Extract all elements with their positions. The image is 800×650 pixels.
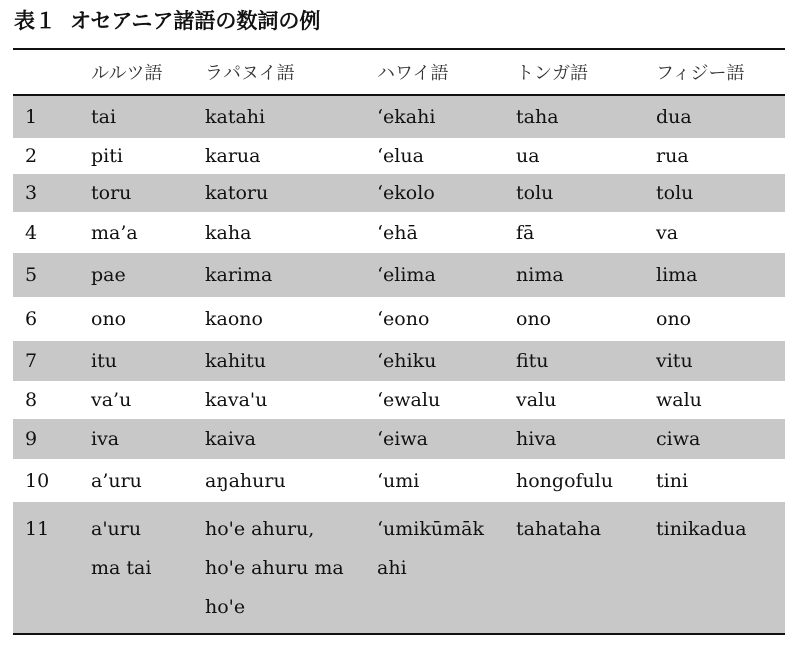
header-tongan: トンガ語 [504,49,644,95]
header-rapanui: ラパヌイ語 [193,49,365,95]
cell-tongan: tolu [504,174,644,212]
cell-line: ʻumikūmāk [377,518,484,540]
cell-hawaiian [365,502,504,634]
cell-hawaiian: ʻumi [377,469,420,492]
cell-number: 4 [25,221,38,244]
cell-number: 1 [13,95,79,138]
cell-fijian: ciwa [644,419,785,459]
cell-tongan: valu [516,389,557,411]
cell-fijian: walu [656,389,702,411]
header-rurutu: ルルツ語 [79,49,193,95]
cell-rurutu: ono [91,308,127,330]
cell-tongan: nima [504,253,644,297]
cell-hawaiian: ʻehiku [365,341,504,381]
cell-rapanui: karima [193,253,365,297]
cell-tongan: ono [516,308,552,330]
cell-rurutu: a’uru [91,469,142,492]
cell-rapanui: kaono [205,308,263,330]
cell-number: 8 [25,389,38,411]
cell-rurutu: va’u [91,389,132,411]
cell-rapanui: kaha [205,221,252,244]
table-title: オセアニア諸語の数詞の例 [70,9,321,33]
cell-number: 10 [25,469,50,492]
cell-rapanui: kava'u [205,389,268,411]
cell-hawaiian: ʻeono [377,308,430,330]
cell-rapanui: katoru [193,174,365,212]
cell-hawaiian: ʻewalu [377,389,441,411]
table-caption [14,8,320,34]
cell-rapanui: kaiva [193,419,365,459]
cell-tongan: fā [516,221,535,244]
cell-rapanui: kahitu [193,341,365,381]
table-row [13,459,785,502]
cell-fijian: va [656,221,679,244]
cell-line: ho'e [205,596,246,618]
cell-line: ho'e ahuru, [205,518,315,540]
table-row [13,138,785,174]
table-row [13,297,785,341]
cell-number: 6 [25,308,38,330]
cell-hawaiian: ʻeiwa [365,419,504,459]
cell-tongan: taha [504,95,644,138]
cell-rurutu: pae [79,253,193,297]
table-row [13,419,785,459]
cell-fijian: dua [644,95,785,138]
table-row [13,381,785,419]
cell-number: 9 [13,419,79,459]
cell-number: 7 [13,341,79,381]
cell-number: 3 [13,174,79,212]
cell-line: ahi [377,557,407,579]
cell-fijian: tinikadua [644,502,785,634]
header-number [13,49,79,95]
cell-rapanui: karua [205,145,261,167]
cell-fijian: lima [644,253,785,297]
cell-number: 5 [13,253,79,297]
cell-fijian: tolu [644,174,785,212]
cell-fijian: ono [656,308,692,330]
cell-line: ma tai [91,557,152,579]
cell-rurutu: toru [79,174,193,212]
table-row [13,174,785,212]
cell-rurutu [79,502,193,634]
cell-number: 2 [25,145,38,167]
table-row [13,502,785,634]
cell-hawaiian: ʻelima [365,253,504,297]
cell-fijian: vitu [644,341,785,381]
cell-rurutu: piti [91,145,123,167]
cell-rurutu: itu [79,341,193,381]
header-hawaiian: ハワイ語 [365,49,504,95]
table-row [13,341,785,381]
table-row [13,95,785,138]
cell-tongan: hongofulu [516,469,614,492]
cell-rurutu: tai [79,95,193,138]
cell-rapanui: katahi [193,95,365,138]
header-fijian: フィジー語 [644,49,785,95]
cell-fijian: rua [656,145,689,167]
cell-hawaiian: ʻehā [377,221,418,244]
cell-rurutu: ma’a [91,221,138,244]
cell-fijian: tini [656,469,689,492]
table-row [13,212,785,253]
cell-tongan: ua [516,145,540,167]
cell-rapanui: aŋahuru [205,469,286,492]
cell-tongan: hiva [504,419,644,459]
cell-rurutu: iva [79,419,193,459]
cell-number: 11 [13,502,79,634]
cell-line: ho'e ahuru ma [205,557,344,579]
table-number: 表１ [14,9,56,33]
cell-line: a'uru [91,518,142,540]
cell-hawaiian: ʻelua [377,145,424,167]
cell-hawaiian: ʻekolo [365,174,504,212]
table-row [13,253,785,297]
numerals-table [13,48,785,635]
cell-hawaiian: ʻekahi [365,95,504,138]
cell-tongan: tahataha [504,502,644,634]
cell-rapanui [193,502,365,634]
table-header-row [13,49,785,95]
cell-tongan: fitu [504,341,644,381]
